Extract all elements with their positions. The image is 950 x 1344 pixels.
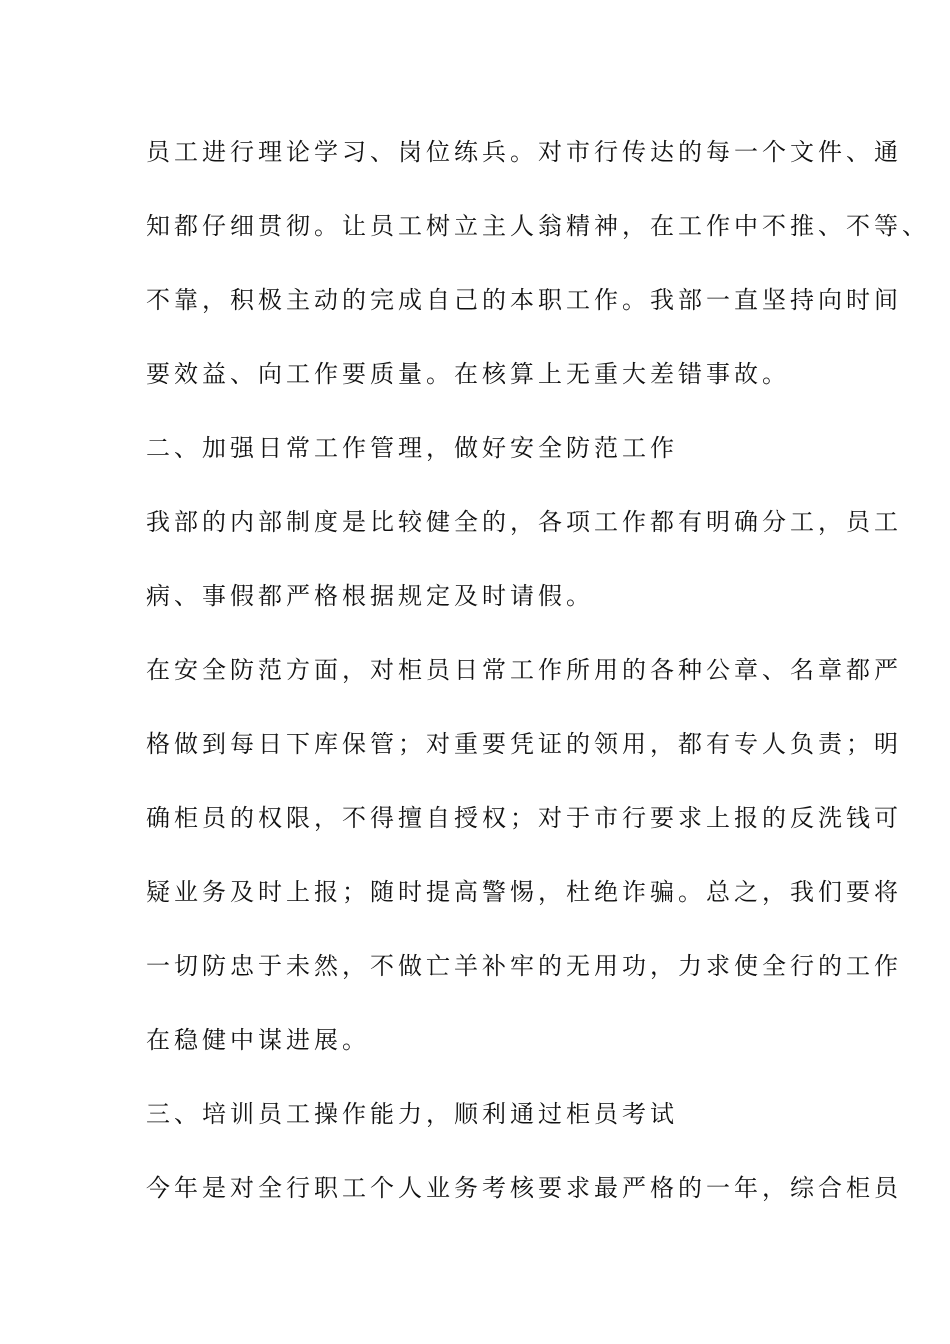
paragraph-line: 知都仔细贯彻。让员工树立主人翁精神，在工作中不推、不等、 <box>146 212 930 240</box>
paragraph-line: 在稳健中谋进展。 <box>146 1026 370 1054</box>
paragraph-line: 我部的内部制度是比较健全的，各项工作都有明确分工，员工 <box>146 508 902 536</box>
section-heading: 三、培训员工操作能力，顺利通过柜员考试 <box>146 1100 678 1128</box>
paragraph-line: 今年是对全行职工个人业务考核要求最严格的一年，综合柜员 <box>146 1174 902 1202</box>
section-heading: 二、加强日常工作管理，做好安全防范工作 <box>146 434 678 462</box>
paragraph-line: 要效益、向工作要质量。在核算上无重大差错事故。 <box>146 360 790 388</box>
paragraph-line: 确柜员的权限，不得擅自授权；对于市行要求上报的反洗钱可 <box>146 804 902 832</box>
paragraph-line: 员工进行理论学习、岗位练兵。对市行传达的每一个文件、通 <box>146 138 902 166</box>
paragraph-line: 一切防忠于未然，不做亡羊补牢的无用功，力求使全行的工作 <box>146 952 902 980</box>
paragraph-line: 不靠，积极主动的完成自己的本职工作。我部一直坚持向时间 <box>146 286 902 314</box>
paragraph-line: 在安全防范方面，对柜员日常工作所用的各种公章、名章都严 <box>146 656 902 684</box>
paragraph-line: 疑业务及时上报；随时提高警惕，杜绝诈骗。总之，我们要将 <box>146 878 902 906</box>
paragraph-line: 病、事假都严格根据规定及时请假。 <box>146 582 594 610</box>
paragraph-line: 格做到每日下库保管；对重要凭证的领用，都有专人负责；明 <box>146 730 902 758</box>
